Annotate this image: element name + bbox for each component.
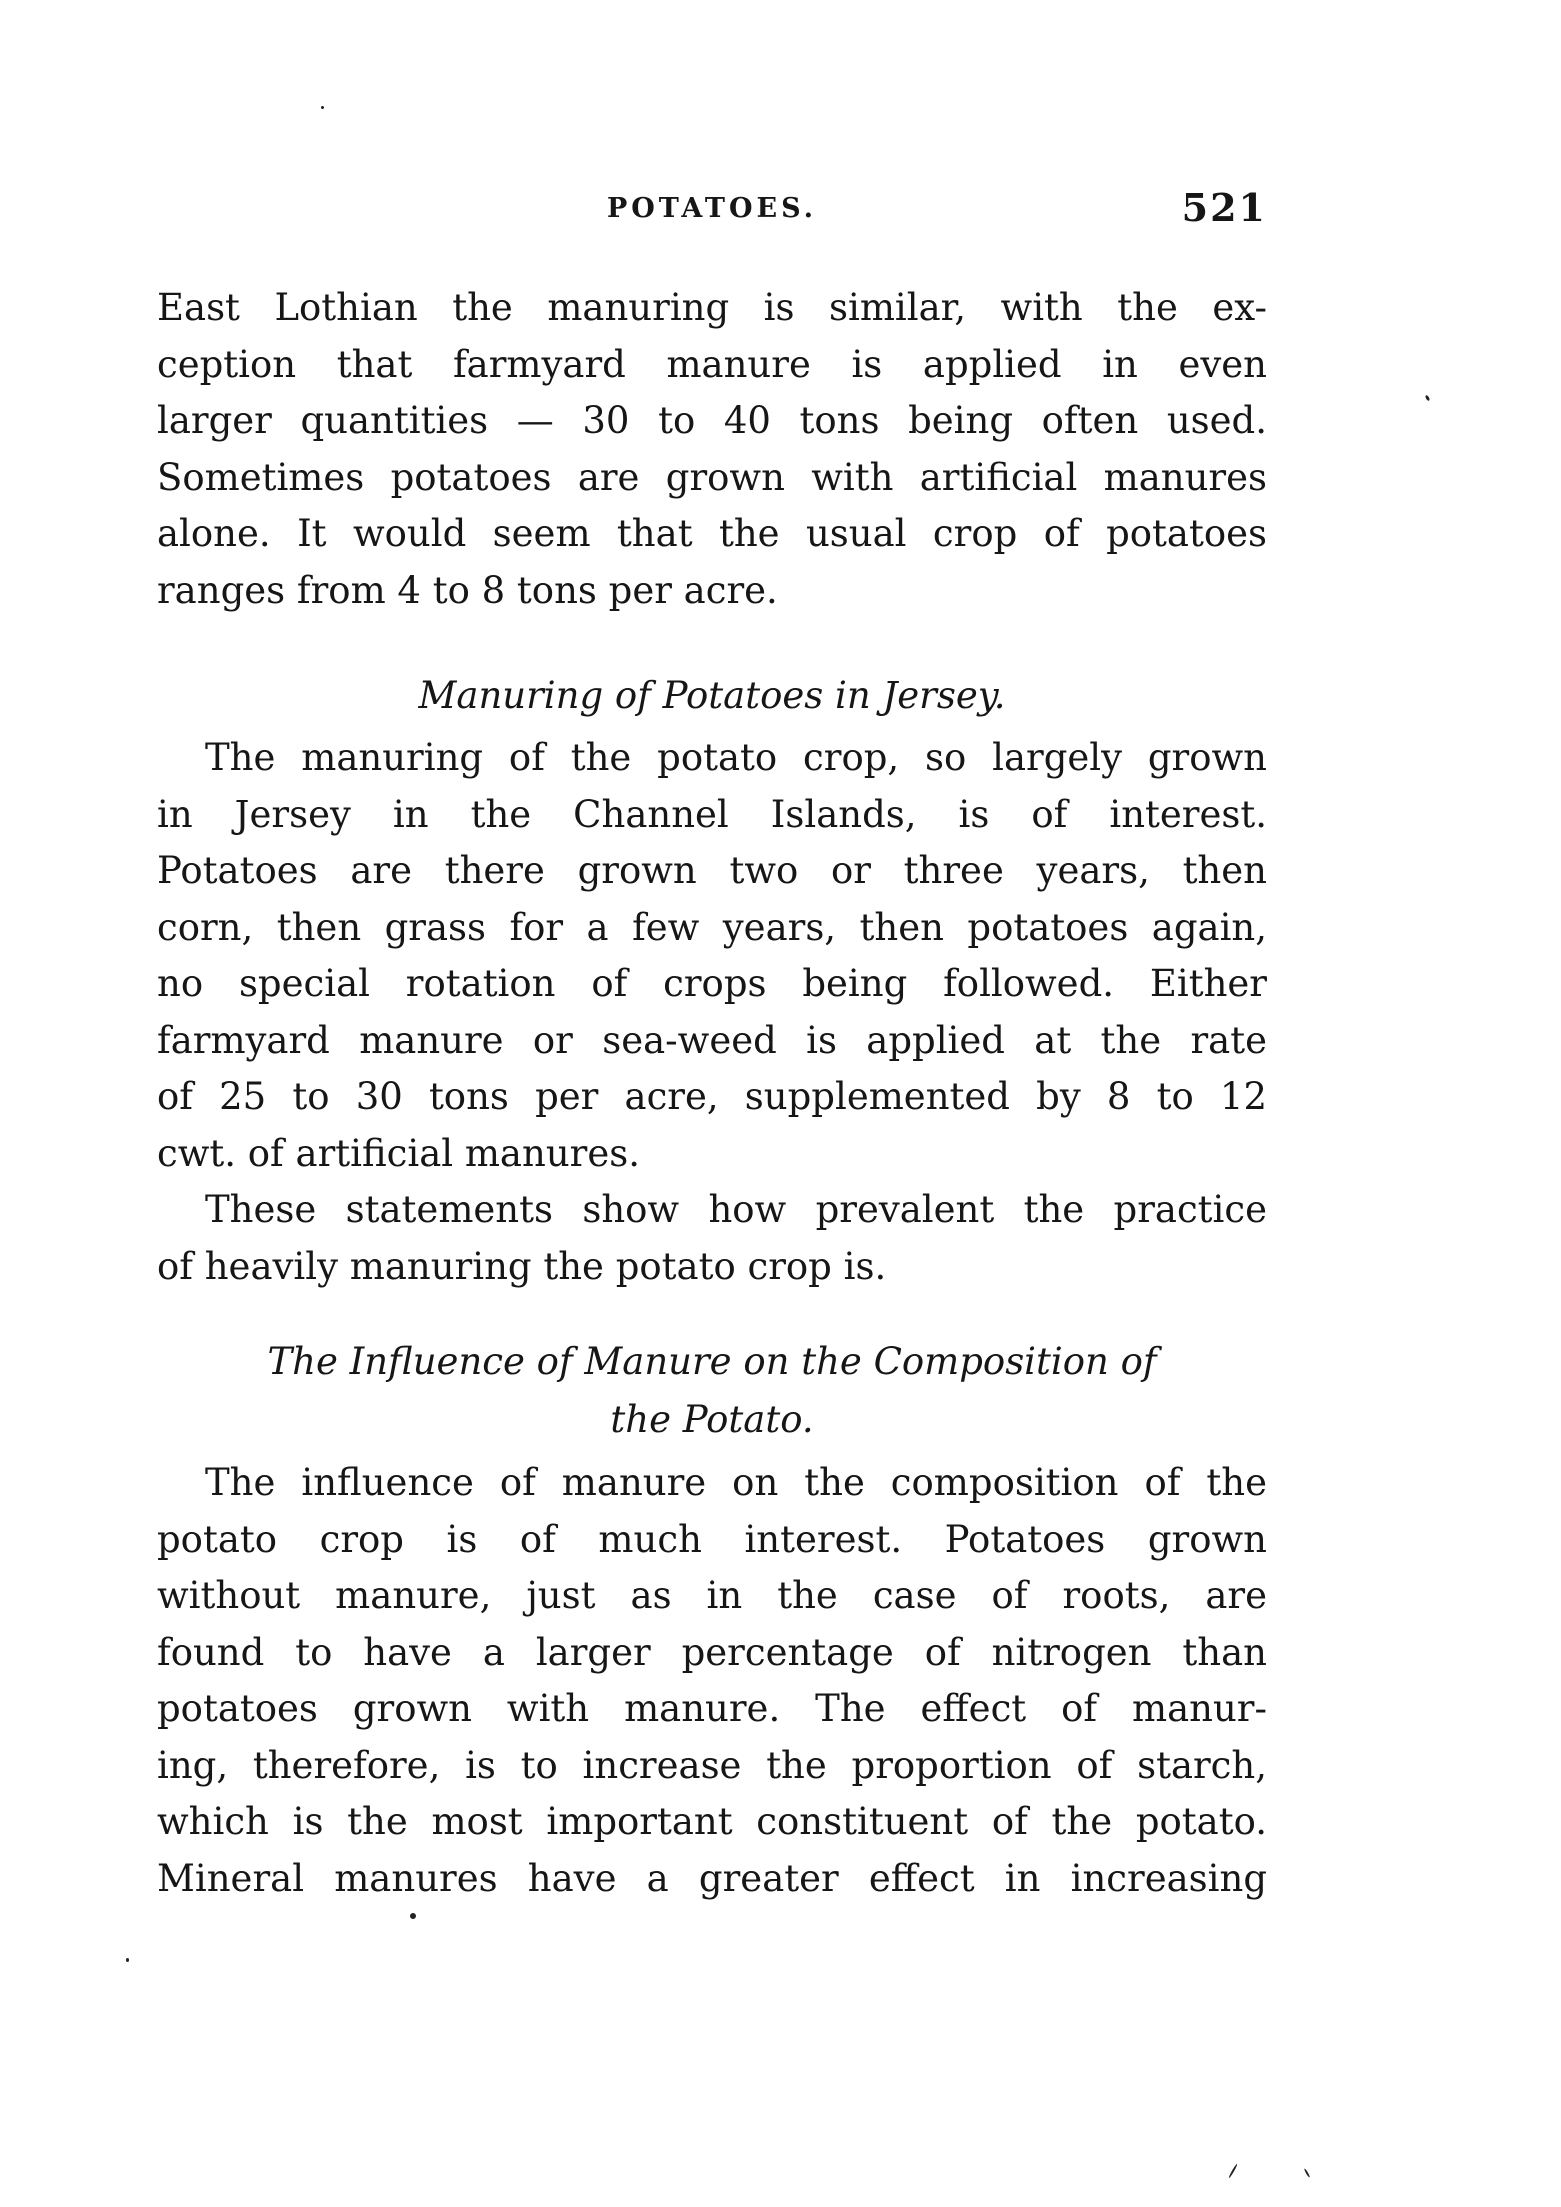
text-line: of heavily manuring the potato crop is.	[157, 1244, 887, 1288]
paragraph-jersey	[157, 730, 1267, 1182]
running-head	[157, 185, 1267, 235]
paragraph-influence	[157, 1455, 1267, 1907]
text-line: Potatoes are there grown two or three years, then	[157, 849, 1267, 892]
text-line: farmyard manure or sea-weed is applied at the rate	[157, 1018, 1267, 1062]
page-number: 521	[1181, 185, 1267, 230]
text-line: found to have a larger percentage of nitrogen than	[157, 1630, 1267, 1674]
scan-speck	[1304, 2168, 1311, 2178]
scan-speck	[1425, 395, 1431, 402]
text-line: corn, then grass for a few years, then potatoes again,	[157, 905, 1267, 949]
text-line: larger quantities — 30 to 40 tons being often used.	[157, 399, 1267, 442]
text-line: which is the most important constituent of the potato.	[157, 1800, 1267, 1843]
text-line: of 25 to 30 tons per acre, supplemented by 8 to 12	[157, 1075, 1267, 1118]
section-heading-influence-line-2: the Potato.	[610, 1398, 814, 1441]
text-line: East Lothian the manuring is similar, with the ex-	[157, 286, 1267, 329]
section-heading-jersey: Manuring of Potatoes in Jersey.	[418, 674, 1006, 717]
scan-speck	[126, 1958, 129, 1962]
text-line: without manure, just as in the case of roots, are	[157, 1574, 1267, 1617]
scan-speck	[321, 106, 324, 109]
text-line: alone. It would seem that the usual crop of potatoes	[157, 512, 1267, 555]
text-line: no special rotation of crops being followed. Either	[157, 962, 1267, 1005]
text-line: Sometimes potatoes are grown with artificial manures	[157, 455, 1267, 499]
paragraph-statements	[157, 1182, 1267, 1295]
text-line: ception that farmyard manure is applied in even	[157, 342, 1267, 386]
text-line: The influence of manure on the composition of the	[205, 1461, 1267, 1504]
text-line: ing, therefore, is to increase the proportion of starch,	[157, 1743, 1267, 1787]
scan-speck	[1228, 2164, 1238, 2179]
text-line: potatoes grown with manure. The effect of manur-	[157, 1687, 1267, 1730]
text-line: The manuring of the potato crop, so largely grown	[205, 736, 1267, 779]
text-line: ranges from 4 to 8 tons per acre.	[157, 568, 778, 612]
text-line: potato crop is of much interest. Potatoes grown	[157, 1517, 1267, 1561]
scan-speck	[410, 1913, 416, 1919]
text-line: Mineral manures have a greater effect in increasing	[157, 1856, 1267, 1900]
text-line: in Jersey in the Channel Islands, is of interest.	[157, 792, 1267, 836]
text-line: cwt. of artificial manures.	[157, 1131, 640, 1175]
text-line: These statements show how prevalent the practice	[205, 1188, 1267, 1231]
running-title: POTATOES.	[606, 193, 818, 224]
paragraph-continuation	[157, 280, 1267, 619]
section-heading-influence-line-1: The Influence of Manure on the Composition of	[267, 1340, 1157, 1383]
